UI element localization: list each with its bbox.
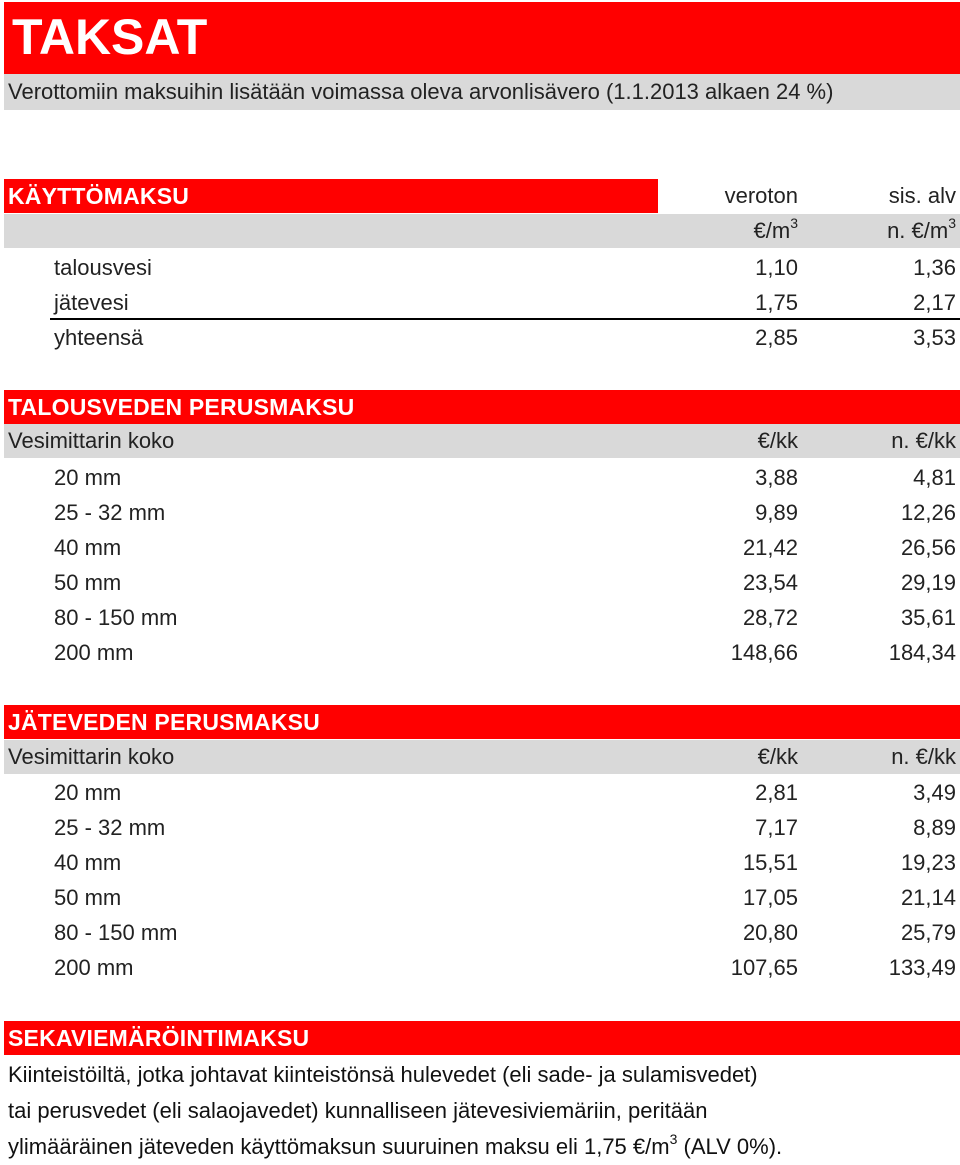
row-net-value: 15,51 (742, 850, 798, 875)
row-net-value: 2,85 (755, 325, 798, 350)
row-label: 50 mm (54, 570, 122, 595)
row-gross-value: 3,49 (913, 780, 956, 805)
table-row (0, 880, 960, 915)
table-row (0, 495, 960, 530)
row-label: 80 - 150 mm (54, 605, 178, 630)
storm-note-line-1: Kiinteistöiltä, jotka johtavat kiinteistönsä hulevedet (eli sade- ja sulamisvedet) (8, 1062, 758, 1087)
storm-note-line-2: tai perusvedet (eli salaojavedet) kunnalliseen jätevesiviemäriin, peritään (8, 1098, 708, 1123)
row-net-value: 20,80 (742, 920, 798, 945)
storm-note-line-3: ylimääräinen jäteveden käyttömaksun suuruinen maksu eli 1,75 $€/m^3$ (ALV 0%). (8, 1130, 783, 1159)
usage-unit-row (4, 214, 960, 248)
row-net-value: 28,72 (742, 605, 798, 630)
waste-base-subheader (4, 740, 960, 774)
row-label: 20 mm (54, 465, 122, 490)
row-gross-value: 21,14 (900, 885, 956, 910)
usage-net-unit: $€/m^3$ (753, 214, 798, 243)
row-gross-value: 12,26 (900, 500, 956, 525)
row-label: yhteensä (54, 325, 144, 350)
table-row (0, 950, 960, 985)
row-label: talousvesi (54, 255, 152, 280)
row-net-value: 17,05 (742, 885, 798, 910)
water-base-subheader (4, 424, 960, 458)
row-label: 40 mm (54, 535, 122, 560)
row-label: 40 mm (54, 850, 122, 875)
row-net-value: 3,88 (755, 465, 798, 490)
row-gross-value: 19,23 (900, 850, 956, 875)
row-net-value: 2,81 (755, 780, 798, 805)
row-net-value: 107,65 (730, 955, 798, 980)
net-unit: €/kk (757, 428, 798, 453)
table-row (0, 915, 960, 950)
row-label: 25 - 32 mm (54, 500, 166, 525)
usage-gross-unit: n. $€/m^3$ (887, 214, 956, 243)
row-net-value: 9,89 (755, 500, 798, 525)
row-net-value: 1,10 (755, 255, 798, 280)
table-row (0, 250, 960, 285)
meter-size-label: Vesimittarin koko (8, 428, 175, 453)
row-label: 200 mm (54, 640, 134, 665)
row-label: 25 - 32 mm (54, 815, 166, 840)
row-net-value: 23,54 (742, 570, 798, 595)
vat-note: Verottomiin maksuihin lisätään voimassa oleva arvonlisävero (1.1.2013 alkaen 24 %) (8, 79, 834, 104)
row-gross-value: 184,34 (888, 640, 956, 665)
table-row (0, 845, 960, 880)
gross-unit: n. €/kk (891, 744, 956, 769)
table-row (0, 810, 960, 845)
storm-section-heading (4, 1021, 960, 1055)
row-gross-value: 2,17 (913, 290, 956, 315)
row-net-value: 7,17 (755, 815, 798, 840)
table-row (0, 775, 960, 810)
row-label: 80 - 150 mm (54, 920, 178, 945)
row-gross-value: 35,61 (900, 605, 956, 630)
row-label: jätevesi (54, 290, 129, 315)
row-net-value: 21,42 (742, 535, 798, 560)
water-base-heading-label: TALOUSVEDEN PERUSMAKSU (8, 394, 355, 420)
row-gross-value: 29,19 (900, 570, 956, 595)
row-gross-value: 1,36 (913, 255, 956, 280)
row-label: 20 mm (54, 780, 122, 805)
usage-heading-label: KÄYTTÖMAKSU (8, 183, 190, 209)
page-title: TAKSAT (12, 9, 208, 65)
table-row-total (0, 320, 960, 355)
row-gross-value: 3,53 (913, 325, 956, 350)
gross-unit: n. €/kk (891, 428, 956, 453)
usage-col-gross-header: sis. alv (888, 183, 956, 208)
row-label: 200 mm (54, 955, 134, 980)
row-gross-value: 133,49 (888, 955, 956, 980)
table-row (0, 565, 960, 600)
table-row (0, 600, 960, 635)
net-unit: €/kk (757, 744, 798, 769)
waste-base-heading-label: JÄTEVEDEN PERUSMAKSU (8, 709, 320, 735)
table-row (0, 530, 960, 565)
usage-col-net-header: veroton (724, 183, 798, 208)
waste-base-section-heading (4, 705, 960, 739)
row-gross-value: 25,79 (900, 920, 956, 945)
row-gross-value: 8,89 (913, 815, 956, 840)
row-label: 50 mm (54, 885, 122, 910)
usage-section-heading (4, 179, 658, 213)
row-gross-value: 4,81 (913, 465, 956, 490)
row-net-value: 1,75 (755, 290, 798, 315)
row-net-value: 148,66 (730, 640, 798, 665)
row-gross-value: 26,56 (900, 535, 956, 560)
storm-heading-label: SEKAVIEMÄRÖINTIMAKSU (8, 1025, 310, 1051)
table-row (0, 635, 960, 670)
water-base-section-heading (4, 390, 960, 424)
meter-size-label: Vesimittarin koko (8, 744, 175, 769)
table-row (0, 285, 960, 320)
table-row (0, 460, 960, 495)
